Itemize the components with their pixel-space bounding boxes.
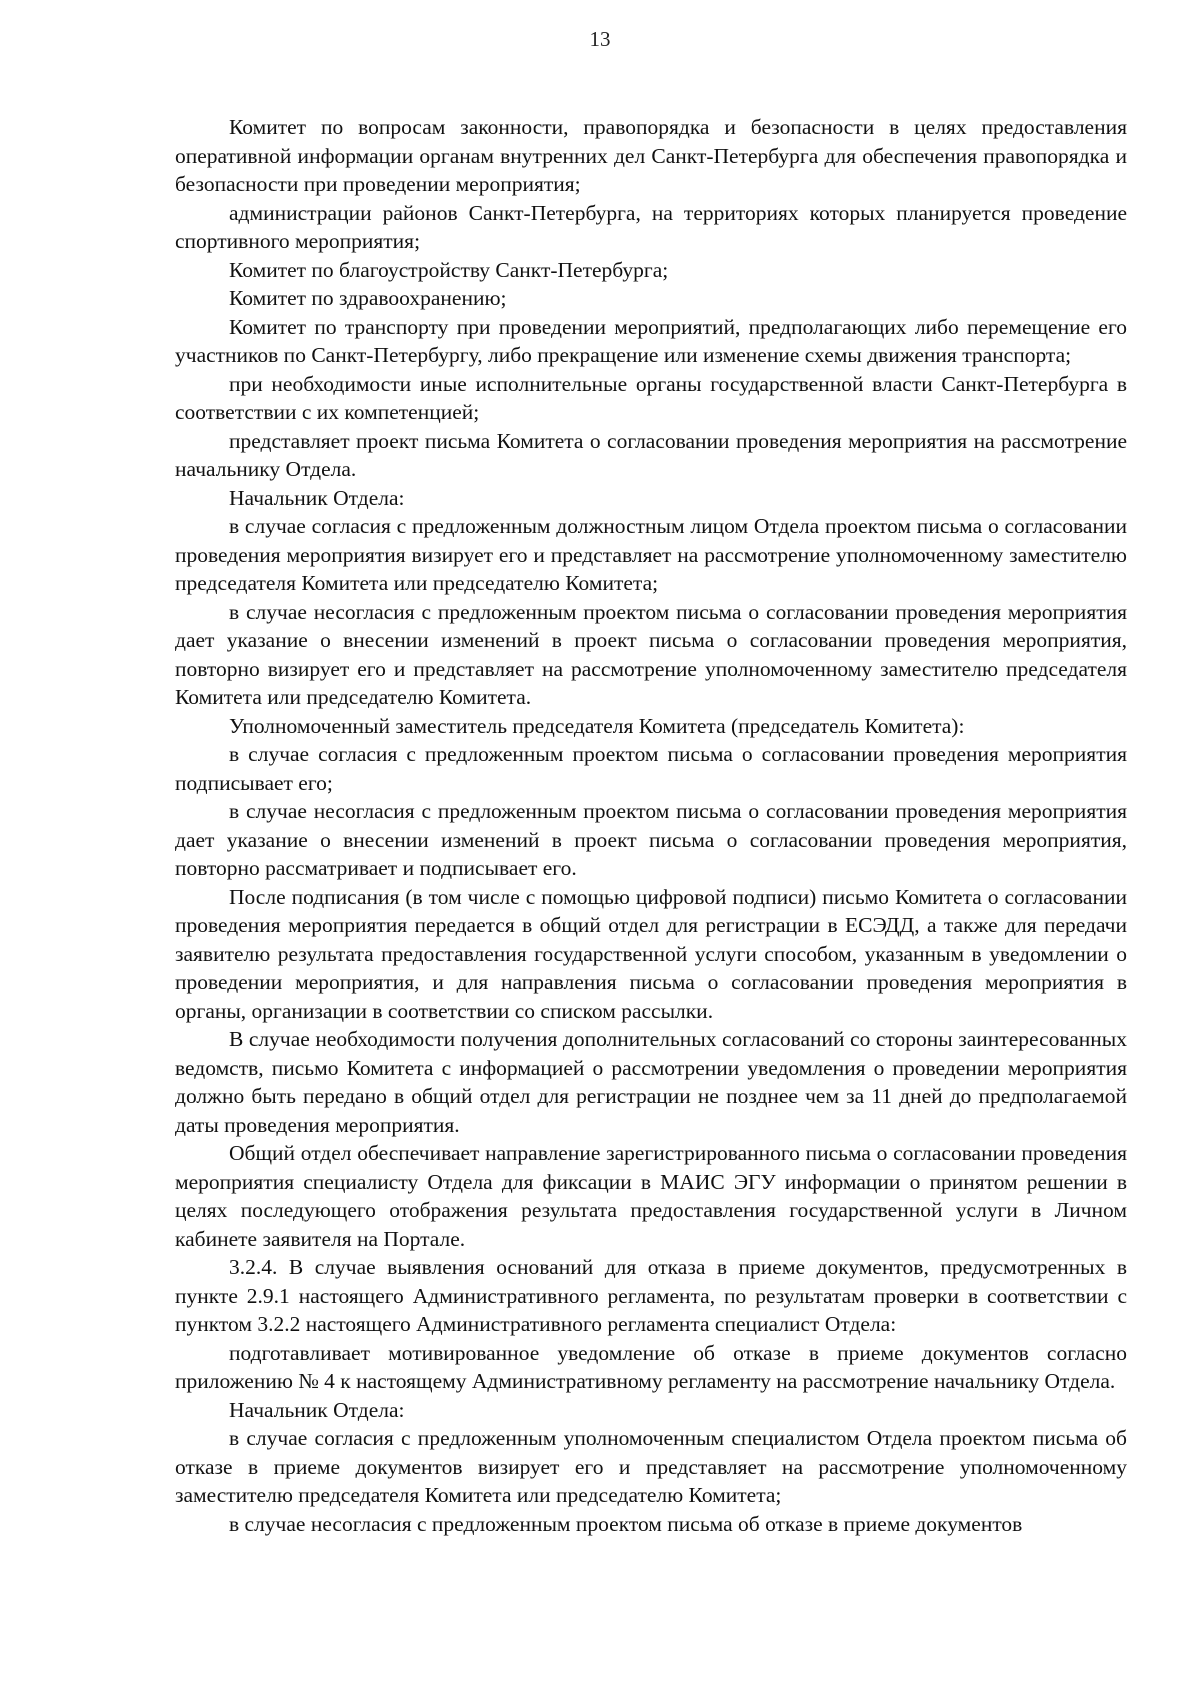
paragraph: при необходимости иные исполнительные органы государственной власти Санкт-Петербурга в соответствии с их компетенцией; <box>175 371 1127 424</box>
page-number: 13 <box>589 27 611 51</box>
paragraph-section-3-2-4: 3.2.4. В случае выявления оснований для отказа в приеме документов, предусмотренных в пункте 2.9.1 настоящего Административного регламента, по результатам проверки в соответствии с пунктом 3.2.2 настоящего Административного регламента специалист Отдела: <box>175 1255 1127 1336</box>
paragraph: Комитет по вопросам законности, правопорядка и безопасности в целях предоставления оперативной информации органам внутренних дел Санкт-Петербурга для обеспечения правопорядка и безопасности при проведении мероприятия; <box>175 115 1127 196</box>
paragraph: в случае несогласия с предложенным проектом письма о согласовании проведения мероприятия дает указание о внесении изменений в проект письма о согласовании проведения мероприятия, повторно визирует его и представляет на рассмотрение уполномоченному заместителю председателя Комитета или председателю Комитета. <box>175 599 1127 709</box>
paragraph: администрации районов Санкт-Петербурга, на территориях которых планируется проведение спортивного мероприятия; <box>175 200 1127 253</box>
paragraph: После подписания (в том числе с помощью цифровой подписи) письмо Комитета о согласовании проведения мероприятия передается в общий отдел для регистрации в ЕСЭДД, а также для передачи заявителю результата предоставления государственной услуги способом, указанным в уведомлении о проведении мероприятия, и для направления письма о согласовании проведения мероприятия в органы, организации в соответствии со списком рассылки. <box>175 884 1127 1023</box>
paragraph-heading: Начальник Отдела: <box>229 1397 405 1422</box>
paragraph: Комитет по транспорту при проведении мероприятий, предполагающих либо перемещение его участников по Санкт-Петербургу, либо прекращение или изменение схемы движения транспорта; <box>175 314 1127 367</box>
paragraph: Комитет по здравоохранению; <box>229 286 507 310</box>
paragraph: представляет проект письма Комитета о согласовании проведения мероприятия на рассмотрение начальнику Отдела. <box>175 428 1127 481</box>
paragraph: Общий отдел обеспечивает направление зарегистрированного письма о согласовании проведения мероприятия специалисту Отдела для фиксации в МАИС ЭГУ информации о принятом решении в целях последующего отображения результата предоставления государственной услуги в Личном кабинете заявителя на Портале. <box>175 1141 1127 1251</box>
paragraph: в случае согласия с предложенным должностным лицом Отдела проектом письма о согласовании проведения мероприятия визирует его и представляет на рассмотрение уполномоченному заместителю председателя Комитета или председателю Комитета; <box>175 514 1127 595</box>
paragraph: подготавливает мотивированное уведомление об отказе в приеме документов согласно приложению № 4 к настоящему Административному регламенту на рассмотрение начальнику Отдела. <box>175 1340 1127 1393</box>
document-body <box>175 113 1127 1538</box>
paragraph: в случае согласия с предложенным уполномоченным специалистом Отдела проектом письма об отказе в приеме документов визирует его и представляет на рассмотрение уполномоченному заместителю председателя Комитета или председателю Комитета; <box>175 1426 1127 1507</box>
paragraph-heading: Начальник Отдела: <box>229 485 405 510</box>
paragraph: Комитет по благоустройству Санкт-Петербурга; <box>229 257 669 282</box>
paragraph-heading: Уполномоченный заместитель председателя Комитета (председатель Комитета): <box>229 713 965 738</box>
paragraph: в случае согласия с предложенным проектом письма о согласовании проведения мероприятия подписывает его; <box>175 742 1127 795</box>
paragraph: в случае несогласия с предложенным проектом письма о согласовании проведения мероприятия дает указание о внесении изменений в проект письма о согласовании проведения мероприятия, повторно рассматривает и подписывает его. <box>175 799 1127 880</box>
paragraph: В случае необходимости получения дополнительных согласований со стороны заинтересованных ведомств, письмо Комитета с информацией о рассмотрении уведомления о проведении мероприятия должно быть передано в общий отдел для регистрации не позднее чем за 11 дней до предполагаемой даты проведения мероприятия. <box>175 1027 1127 1137</box>
paragraph: в случае несогласия с предложенным проектом письма об отказе в приеме документов <box>229 1511 1023 1536</box>
